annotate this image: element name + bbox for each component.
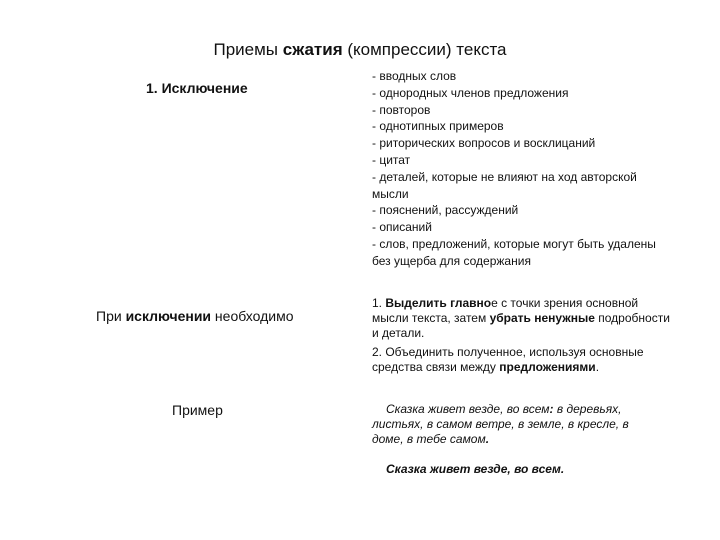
step-1: [372, 296, 672, 341]
example-part: Сказка живет везде, во всем: [386, 402, 550, 416]
steps-block: [372, 296, 672, 379]
title-part: Приемы: [213, 40, 283, 59]
list-item: - слов, предложений, которые могут быть удалены без ущерба для содержания: [372, 236, 656, 268]
list-item: - пояснений, рассуждений: [372, 203, 519, 218]
step-text: е с точки зрения основной мысли текста, затем: [372, 296, 639, 325]
page-title: [0, 40, 720, 60]
example-bold: :: [549, 402, 554, 416]
list-item: - повторов: [372, 102, 431, 117]
section1-label: 1. Исключение: [146, 80, 248, 96]
list-item: - вводных слов: [372, 69, 457, 83]
example-result: Сказка живет везде, во всем.: [386, 462, 565, 476]
step-text: подробности и детали.: [372, 311, 670, 340]
step-bold: предложениями: [499, 360, 596, 374]
title-bold: сжатия: [282, 40, 343, 59]
section3-label: Пример: [172, 402, 223, 418]
list-item: - однотипных примеров: [372, 119, 504, 134]
title-part: (компрессии) текста: [342, 40, 507, 59]
step-bold: убрать ненужные: [489, 311, 595, 325]
label-bold: исключении: [125, 308, 212, 324]
step-text: 1.: [372, 296, 386, 310]
list-item: - риторических вопросов и восклицаний: [372, 136, 596, 151]
label-part: необходимо: [211, 308, 294, 324]
example-bold: .: [485, 432, 490, 446]
exclusion-list: [372, 68, 672, 270]
step-2: [372, 345, 672, 375]
example-part: в деревьях, листьях, в самом ветре, в земле, в кресле, в доме, в тебе самом: [372, 402, 629, 446]
label-part: При: [96, 308, 126, 324]
step-bold: Выделить главно: [385, 296, 492, 310]
step-text: 2. Объединить полученное, используя основные средства связи между: [372, 345, 644, 374]
list-item: - однородных членов предложения: [372, 85, 569, 100]
example-text: [372, 402, 662, 447]
list-item: - описаний: [372, 220, 432, 235]
section2-label: [96, 308, 294, 324]
list-item: - цитат: [372, 152, 411, 167]
list-item: - деталей, которые не влияют на ход авторской мысли: [372, 169, 637, 201]
step-text: .: [595, 360, 600, 374]
